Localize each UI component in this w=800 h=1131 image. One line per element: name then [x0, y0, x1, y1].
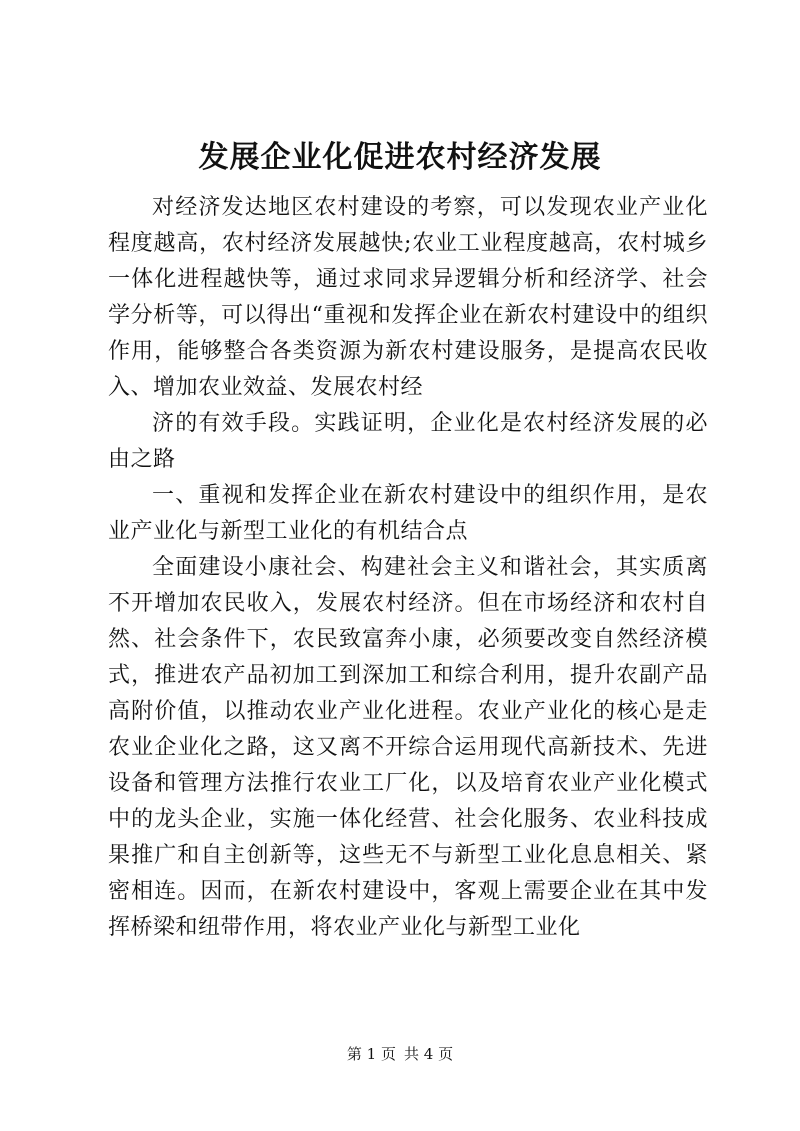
paragraph-conclusion: 济的有效手段。实践证明，企业化是农村经济发展的必由之路: [108, 411, 708, 472]
paragraph-section-1: 全面建设小康社会、构建社会主义和谐社会，其实质离不开增加农民收入，发展农村经济。但在市场经济和农村自然、社会条件下，农民致富奔小康，必须要改变自然经济模式，推进农产品初加工到深加工和综合利用，提升农副产品高附价值，以推动农业产业化进程。农业产业化的核心是走农业企业化之路，这又离不开综合运用现代高新技术、先进设备和管理方法推行农业工厂化，以及培育农业产业化模式中的龙头企业，实施一体化经营、社会化服务、农业科技成果推广和自主创新等，这些无不与新型工业化息息相关、紧密相连。因而，在新农村建设中，客观上需要企业在其中发挥桥梁和纽带作用，将农业产业化与新型工业化: [108, 555, 708, 940]
document-title: 发展企业化促进农村经济发展: [198, 140, 602, 175]
paragraph-intro: 对经济发达地区农村建设的考察，可以发现农业产业化程度越高，农村经济发展越快;农业工业程度越高，农村城乡一体化进程越快等，通过求同求异逻辑分析和经济学、社会学分析等，可以得出“重视和发挥企业在新农村建设中的组织作用，能够整合各类资源为新农村建设服务，是提高农民收入、增加农业效益、发展农村经: [108, 195, 708, 400]
section-heading-1: 一、重视和发挥企业在新农村建设中的组织作用，是农业产业化与新型工业化的有机结合点: [108, 483, 708, 544]
page-number: 第 1 页: [346, 1045, 396, 1063]
page-total: 共 4 页: [404, 1045, 454, 1063]
document-body: [108, 190, 708, 946]
page-footer: [0, 1044, 800, 1064]
